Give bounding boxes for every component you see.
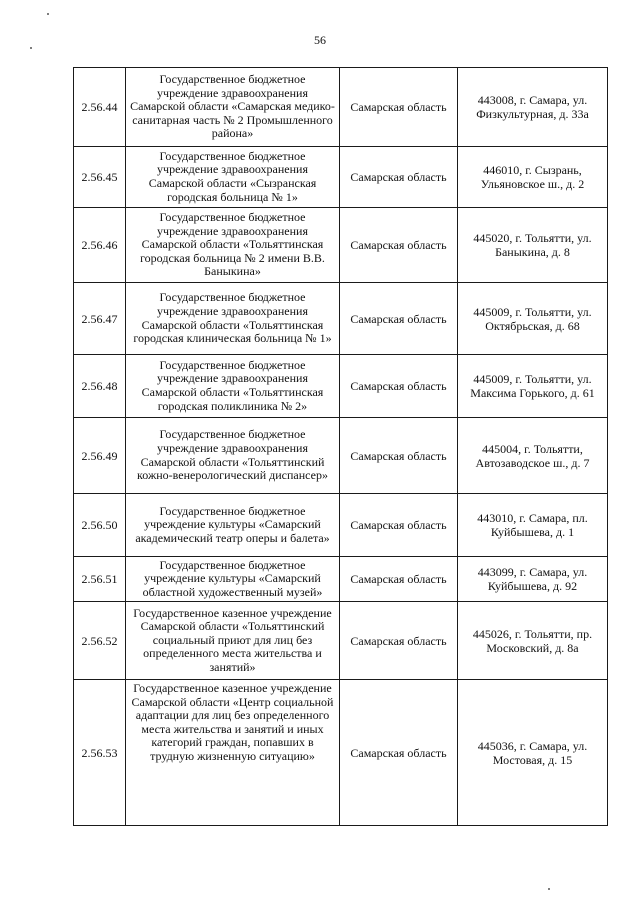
table-row [74, 283, 608, 355]
table-row [74, 147, 608, 208]
scan-speck [548, 888, 550, 890]
region: Самарская область [340, 355, 458, 418]
table-row [74, 355, 608, 418]
region: Самарская область [340, 68, 458, 147]
region: Самарская область [340, 680, 458, 826]
region: Самарская область [340, 147, 458, 208]
table-row [74, 68, 608, 147]
row-number: 2.56.45 [74, 147, 126, 208]
institution-name: Государственное бюджетное учреждение здравоохранения Самарской области «Тольяттинская городская поликлиника № 2» [126, 355, 340, 418]
address: 445020, г. Тольятти, ул. Баныкина, д. 8 [458, 208, 608, 283]
row-number: 2.56.44 [74, 68, 126, 147]
institution-name: Государственное бюджетное учреждение здравоохранения Самарской области «Тольяттинская городская клиническая больница № 1» [126, 283, 340, 355]
scan-speck [30, 47, 32, 49]
institution-name: Государственное бюджетное учреждение культуры «Самарский академический театр оперы и балета» [126, 494, 340, 557]
institution-name: Государственное бюджетное учреждение культуры «Самарский областной художественный музей» [126, 557, 340, 602]
address: 445036, г. Самара, ул. Мостовая, д. 15 [458, 680, 608, 826]
address: 445009, г. Тольятти, ул. Октябрьская, д. 68 [458, 283, 608, 355]
row-number: 2.56.47 [74, 283, 126, 355]
region: Самарская область [340, 557, 458, 602]
row-number: 2.56.48 [74, 355, 126, 418]
registry-table [73, 67, 608, 826]
region: Самарская область [340, 494, 458, 557]
table-row [74, 680, 608, 826]
region: Самарская область [340, 283, 458, 355]
institution-name: Государственное бюджетное учреждение здравоохранения Самарской области «Самарская медико-санитарная часть № 2 Промышленного района» [126, 68, 340, 147]
scan-speck [47, 13, 49, 15]
address: 446010, г. Сызрань, Ульяновское ш., д. 2 [458, 147, 608, 208]
table-row [74, 557, 608, 602]
row-number: 2.56.46 [74, 208, 126, 283]
region: Самарская область [340, 602, 458, 680]
address: 443010, г. Самара, пл. Куйбышева, д. 1 [458, 494, 608, 557]
institution-name: Государственное казенное учреждение Самарской области «Тольяттинский социальный приют для лиц без определенного места жительства и занятий» [126, 602, 340, 680]
institution-name: Государственное бюджетное учреждение здравоохранения Самарской области «Сызранская городская больница № 1» [126, 147, 340, 208]
address: 445009, г. Тольятти, ул. Максима Горького, д. 61 [458, 355, 608, 418]
table-row [74, 208, 608, 283]
row-number: 2.56.51 [74, 557, 126, 602]
table-row [74, 494, 608, 557]
page-number: 56 [314, 33, 326, 47]
row-number: 2.56.49 [74, 418, 126, 494]
address: 443008, г. Самара, ул. Физкультурная, д. 33а [458, 68, 608, 147]
institution-name: Государственное бюджетное учреждение здравоохранения Самарской области «Тольяттинский кожно-венерологический диспансер» [126, 418, 340, 494]
row-number: 2.56.52 [74, 602, 126, 680]
address: 445026, г. Тольятти, пр. Московский, д. 8а [458, 602, 608, 680]
row-number: 2.56.50 [74, 494, 126, 557]
address: 445004, г. Тольятти, Автозаводское ш., д. 7 [458, 418, 608, 494]
region: Самарская область [340, 418, 458, 494]
table-row [74, 602, 608, 680]
institution-name: Государственное казенное учреждение Самарской области «Центр социальной адаптации для лиц без определенного места жительства и занятий и иных категорий граждан, попавших в трудную жизненную ситуацию» [126, 680, 340, 826]
institution-name: Государственное бюджетное учреждение здравоохранения Самарской области «Тольяттинская городская больница № 2 имени В.В. Баныкина» [126, 208, 340, 283]
row-number: 2.56.53 [74, 680, 126, 826]
table-row [74, 418, 608, 494]
address: 443099, г. Самара, ул. Куйбышева, д. 92 [458, 557, 608, 602]
region: Самарская область [340, 208, 458, 283]
